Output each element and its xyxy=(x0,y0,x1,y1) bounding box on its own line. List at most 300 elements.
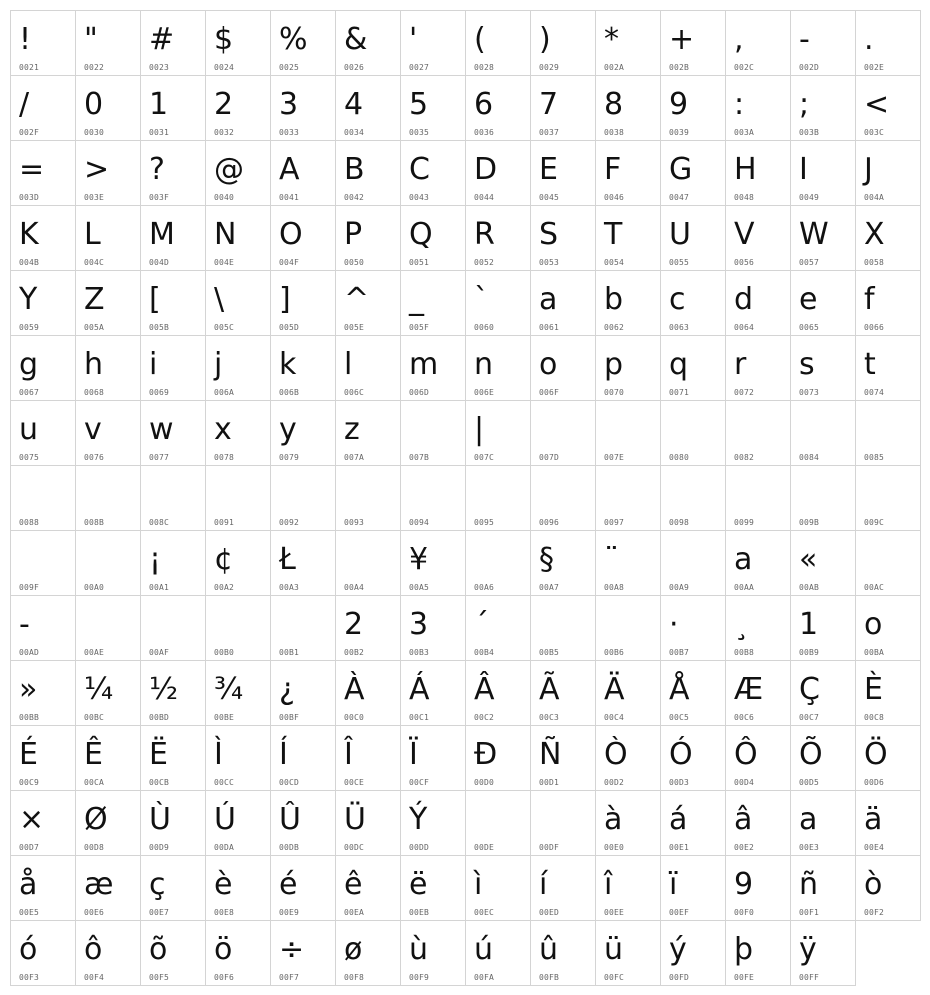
glyph-char: f xyxy=(864,282,875,317)
glyph-cell xyxy=(790,855,856,921)
glyph-cell xyxy=(335,75,401,141)
glyph-code-label: 0053 xyxy=(539,258,560,267)
glyph-code-label: 009B xyxy=(799,518,820,527)
glyph-cell xyxy=(725,10,791,76)
glyph-char: ¨ xyxy=(604,542,619,577)
glyph-cell xyxy=(660,660,726,726)
glyph-code-label: 003D xyxy=(19,193,40,202)
glyph-cell xyxy=(75,790,141,856)
glyph-char: â xyxy=(734,802,753,837)
glyph-char: ê xyxy=(344,867,363,902)
glyph-cell xyxy=(855,530,921,596)
glyph-code-label: 00B3 xyxy=(409,648,430,657)
glyph-char: @ xyxy=(214,152,244,187)
glyph-code-label: 00DA xyxy=(214,843,235,852)
glyph-char: ¼ xyxy=(84,672,114,707)
glyph-cell xyxy=(595,400,661,466)
glyph-cell xyxy=(140,725,206,791)
glyph-char: ú xyxy=(474,932,494,967)
glyph-char: î xyxy=(604,867,613,902)
glyph-char: j xyxy=(214,347,223,382)
glyph-cell xyxy=(400,855,466,921)
glyph-code-label: 00D7 xyxy=(19,843,40,852)
glyph-code-label: 00A5 xyxy=(409,583,430,592)
glyph-char: å xyxy=(19,867,38,902)
glyph-code-label: 004A xyxy=(864,193,885,202)
glyph-code-label: 004D xyxy=(149,258,170,267)
glyph-code-label: 0062 xyxy=(604,323,625,332)
glyph-code-label: 00AF xyxy=(149,648,170,657)
glyph-cell xyxy=(725,725,791,791)
glyph-cell xyxy=(465,595,531,661)
glyph-cell xyxy=(10,725,76,791)
glyph-cell xyxy=(790,10,856,76)
glyph-char: y xyxy=(279,412,297,447)
glyph-cell xyxy=(75,660,141,726)
glyph-char: C xyxy=(409,152,430,187)
glyph-cell xyxy=(140,660,206,726)
glyph-char: p xyxy=(604,347,624,382)
glyph-cell xyxy=(725,140,791,206)
glyph-cell xyxy=(530,10,596,76)
glyph-cell xyxy=(335,920,401,986)
glyph-char: i xyxy=(149,347,158,382)
glyph-char: à xyxy=(604,802,623,837)
glyph-cell xyxy=(270,140,336,206)
glyph-code-label: 009C xyxy=(864,518,885,527)
glyph-code-label: 0076 xyxy=(84,453,105,462)
glyph-cell xyxy=(400,595,466,661)
glyph-cell xyxy=(75,335,141,401)
glyph-cell xyxy=(725,335,791,401)
glyph-cell xyxy=(465,920,531,986)
glyph-cell xyxy=(465,335,531,401)
glyph-cell xyxy=(10,660,76,726)
glyph-code-label: 004F xyxy=(279,258,300,267)
glyph-char: = xyxy=(19,152,45,187)
glyph-cell xyxy=(205,790,271,856)
glyph-char: O xyxy=(279,217,303,252)
glyph-code-label: 0075 xyxy=(19,453,40,462)
glyph-cell xyxy=(660,530,726,596)
glyph-char: k xyxy=(279,347,297,382)
glyph-char: Ò xyxy=(604,737,628,772)
glyph-code-label: 0074 xyxy=(864,388,885,397)
glyph-char: A xyxy=(279,152,300,187)
glyph-cell xyxy=(790,400,856,466)
glyph-code-label: 00A1 xyxy=(149,583,170,592)
glyph-code-label: 00C0 xyxy=(344,713,365,722)
glyph-char: ÷ xyxy=(279,932,305,967)
glyph-char: # xyxy=(149,22,175,57)
glyph-code-label: 00BD xyxy=(149,713,170,722)
glyph-code-label: 00E2 xyxy=(734,843,755,852)
glyph-code-label: 0032 xyxy=(214,128,235,137)
glyph-cell xyxy=(140,595,206,661)
glyph-code-label: 0028 xyxy=(474,63,495,72)
glyph-code-label: 007E xyxy=(604,453,625,462)
glyph-cell xyxy=(75,595,141,661)
glyph-cell xyxy=(75,270,141,336)
glyph-cell xyxy=(205,595,271,661)
glyph-cell xyxy=(10,855,76,921)
glyph-code-label: 0095 xyxy=(474,518,495,527)
glyph-code-label: 0034 xyxy=(344,128,365,137)
glyph-cell xyxy=(790,725,856,791)
glyph-char: g xyxy=(19,347,39,382)
glyph-cell xyxy=(400,75,466,141)
glyph-char: > xyxy=(84,152,110,187)
glyph-char: Ù xyxy=(149,802,171,837)
glyph-cell xyxy=(855,855,921,921)
glyph-code-label: 00D6 xyxy=(864,778,885,787)
glyph-code-label: 0040 xyxy=(214,193,235,202)
glyph-code-label: 006A xyxy=(214,388,235,397)
glyph-cell xyxy=(205,270,271,336)
glyph-cell xyxy=(790,465,856,531)
glyph-char: ó xyxy=(19,932,38,967)
glyph-char: 1 xyxy=(799,607,819,642)
glyph-code-label: 0092 xyxy=(279,518,300,527)
glyph-code-label: 0060 xyxy=(474,323,495,332)
glyph-char: / xyxy=(19,87,30,122)
glyph-char: 9 xyxy=(734,867,754,902)
glyph-code-label: 00C1 xyxy=(409,713,430,722)
glyph-code-label: 0052 xyxy=(474,258,495,267)
glyph-code-label: 00ED xyxy=(539,908,560,917)
glyph-char: Ê xyxy=(84,737,103,772)
glyph-code-label: 007D xyxy=(539,453,560,462)
glyph-char: b xyxy=(604,282,624,317)
glyph-code-label: 005B xyxy=(149,323,170,332)
glyph-char: Â xyxy=(474,672,495,707)
glyph-char: $ xyxy=(214,22,234,57)
glyph-code-label: 00E4 xyxy=(864,843,885,852)
glyph-char: § xyxy=(539,542,554,577)
glyph-code-label: 0027 xyxy=(409,63,430,72)
glyph-code-label: 00DF xyxy=(539,843,560,852)
glyph-char: 9 xyxy=(669,87,689,122)
glyph-cell xyxy=(855,660,921,726)
glyph-code-label: 003C xyxy=(864,128,885,137)
glyph-code-label: 00F5 xyxy=(149,973,170,982)
glyph-code-label: 0098 xyxy=(669,518,690,527)
glyph-char: û xyxy=(539,932,559,967)
glyph-char: ? xyxy=(149,152,165,187)
glyph-code-label: 0078 xyxy=(214,453,235,462)
glyph-cell xyxy=(660,920,726,986)
glyph-cell xyxy=(660,855,726,921)
glyph-code-label: 003A xyxy=(734,128,755,137)
glyph-cell xyxy=(465,270,531,336)
glyph-code-label: 0069 xyxy=(149,388,170,397)
glyph-cell xyxy=(335,790,401,856)
glyph-char: ´ xyxy=(474,607,489,642)
glyph-code-label: 0033 xyxy=(279,128,300,137)
glyph-code-label: 00B5 xyxy=(539,648,560,657)
glyph-code-label: 0043 xyxy=(409,193,430,202)
glyph-cell xyxy=(400,530,466,596)
glyph-code-label: 00F2 xyxy=(864,908,885,917)
glyph-char: 0 xyxy=(84,87,104,122)
glyph-char: F xyxy=(604,152,622,187)
glyph-code-label: 00B8 xyxy=(734,648,755,657)
glyph-char: ø xyxy=(344,932,363,967)
glyph-code-label: 00AD xyxy=(19,648,40,657)
glyph-char: Z xyxy=(84,282,105,317)
glyph-cell xyxy=(75,725,141,791)
glyph-code-label: 00AA xyxy=(734,583,755,592)
glyph-code-label: 005D xyxy=(279,323,300,332)
glyph-code-label: 00A4 xyxy=(344,583,365,592)
glyph-code-label: 0091 xyxy=(214,518,235,527)
glyph-char: U xyxy=(669,217,691,252)
glyph-cell xyxy=(400,790,466,856)
glyph-code-label: 007B xyxy=(409,453,430,462)
glyph-code-label: 0096 xyxy=(539,518,560,527)
glyph-cell xyxy=(140,140,206,206)
glyph-code-label: 0059 xyxy=(19,323,40,332)
glyph-char: Ë xyxy=(149,737,168,772)
glyph-code-label: 00E1 xyxy=(669,843,690,852)
glyph-code-label: 00BC xyxy=(84,713,105,722)
glyph-cell xyxy=(595,270,661,336)
glyph-code-label: 00F9 xyxy=(409,973,430,982)
glyph-char: \ xyxy=(214,282,225,317)
glyph-cell xyxy=(530,205,596,271)
glyph-char: | xyxy=(474,412,485,447)
glyph-cell xyxy=(595,465,661,531)
glyph-char: ý xyxy=(669,932,687,967)
glyph-code-label: 0024 xyxy=(214,63,235,72)
glyph-cell xyxy=(595,790,661,856)
glyph-char: Å xyxy=(669,672,690,707)
glyph-cell xyxy=(790,335,856,401)
glyph-cell xyxy=(335,595,401,661)
glyph-cell xyxy=(790,920,856,986)
glyph-code-label: 0038 xyxy=(604,128,625,137)
glyph-char: G xyxy=(669,152,693,187)
glyph-code-label: 00EA xyxy=(344,908,365,917)
glyph-char: . xyxy=(864,22,874,57)
glyph-code-label: 00F6 xyxy=(214,973,235,982)
glyph-code-label: 003E xyxy=(84,193,105,202)
glyph-code-label: 006B xyxy=(279,388,300,397)
glyph-code-label: 006F xyxy=(539,388,560,397)
glyph-char: - xyxy=(799,22,810,57)
glyph-code-label: 0079 xyxy=(279,453,300,462)
glyph-cell xyxy=(75,530,141,596)
glyph-code-label: 00F4 xyxy=(84,973,105,982)
glyph-char: Ã xyxy=(539,672,560,707)
glyph-code-label: 00B7 xyxy=(669,648,690,657)
glyph-char: Î xyxy=(344,737,353,772)
glyph-cell xyxy=(530,75,596,141)
glyph-code-label: 00CE xyxy=(344,778,365,787)
glyph-cell xyxy=(335,10,401,76)
glyph-code-label: 00C8 xyxy=(864,713,885,722)
glyph-code-label: 00DC xyxy=(344,843,365,852)
glyph-cell xyxy=(530,270,596,336)
glyph-cell xyxy=(205,855,271,921)
glyph-cell xyxy=(400,400,466,466)
glyph-cell xyxy=(530,400,596,466)
glyph-char: ¾ xyxy=(214,672,244,707)
glyph-char: E xyxy=(539,152,558,187)
glyph-cell xyxy=(530,855,596,921)
glyph-char: Ý xyxy=(409,802,428,837)
glyph-code-label: 0088 xyxy=(19,518,40,527)
glyph-code-label: 0070 xyxy=(604,388,625,397)
glyph-code-label: 0041 xyxy=(279,193,300,202)
glyph-cell xyxy=(660,270,726,336)
glyph-cell xyxy=(205,920,271,986)
glyph-char: Q xyxy=(409,217,433,252)
glyph-code-label: 002F xyxy=(19,128,40,137)
glyph-cell xyxy=(855,335,921,401)
glyph-char: Ø xyxy=(84,802,108,837)
glyph-cell xyxy=(530,140,596,206)
glyph-cell xyxy=(140,75,206,141)
glyph-code-label: 0080 xyxy=(669,453,690,462)
glyph-code-label: 00FE xyxy=(734,973,755,982)
glyph-char: 2 xyxy=(214,87,234,122)
glyph-cell xyxy=(270,400,336,466)
glyph-code-label: 00A2 xyxy=(214,583,235,592)
glyph-cell xyxy=(790,530,856,596)
glyph-char: _ xyxy=(409,282,424,317)
glyph-cell xyxy=(660,205,726,271)
glyph-cell xyxy=(10,75,76,141)
glyph-code-label: 002C xyxy=(734,63,755,72)
glyph-char: ñ xyxy=(799,867,819,902)
glyph-code-label: 0085 xyxy=(864,453,885,462)
glyph-cell xyxy=(140,465,206,531)
glyph-char: É xyxy=(19,737,38,772)
glyph-cell xyxy=(725,75,791,141)
glyph-char: K xyxy=(19,217,39,252)
glyph-cell xyxy=(725,530,791,596)
glyph-cell xyxy=(530,465,596,531)
glyph-code-label: 005F xyxy=(409,323,430,332)
glyph-cell xyxy=(205,10,271,76)
glyph-char: a xyxy=(539,282,558,317)
glyph-cell xyxy=(530,335,596,401)
glyph-cell xyxy=(75,400,141,466)
glyph-code-label: 00DB xyxy=(279,843,300,852)
glyph-char: Û xyxy=(279,802,301,837)
glyph-code-label: 0097 xyxy=(604,518,625,527)
glyph-char: 6 xyxy=(474,87,494,122)
glyph-code-label: 0039 xyxy=(669,128,690,137)
glyph-code-label: 0061 xyxy=(539,323,560,332)
glyph-char: D xyxy=(474,152,498,187)
glyph-code-label: 00BF xyxy=(279,713,300,722)
glyph-code-label: 00B6 xyxy=(604,648,625,657)
glyph-code-label: 00CC xyxy=(214,778,235,787)
glyph-code-label: 00C3 xyxy=(539,713,560,722)
glyph-cell xyxy=(10,400,76,466)
glyph-char: [ xyxy=(149,282,161,317)
glyph-code-label: 0046 xyxy=(604,193,625,202)
glyph-cell xyxy=(10,790,76,856)
glyph-char: q xyxy=(669,347,689,382)
glyph-code-label: 00AC xyxy=(864,583,885,592)
glyph-cell xyxy=(855,790,921,856)
glyph-code-label: 006D xyxy=(409,388,430,397)
glyph-code-label: 002B xyxy=(669,63,690,72)
glyph-cell xyxy=(660,725,726,791)
glyph-cell xyxy=(660,10,726,76)
glyph-code-label: 0084 xyxy=(799,453,820,462)
glyph-char: W xyxy=(799,217,829,252)
glyph-char: a xyxy=(734,542,753,577)
glyph-code-label: 00CB xyxy=(149,778,170,787)
glyph-char: ÿ xyxy=(799,932,817,967)
glyph-code-label: 0058 xyxy=(864,258,885,267)
glyph-code-label: 00E3 xyxy=(799,843,820,852)
glyph-code-label: 00B0 xyxy=(214,648,235,657)
glyph-cell xyxy=(725,465,791,531)
glyph-cell xyxy=(595,595,661,661)
glyph-code-label: 0077 xyxy=(149,453,170,462)
glyph-code-label: 00EE xyxy=(604,908,625,917)
glyph-char: s xyxy=(799,347,815,382)
glyph-cell xyxy=(270,205,336,271)
glyph-code-label: 0072 xyxy=(734,388,755,397)
glyph-char: Ñ xyxy=(539,737,562,772)
glyph-cell xyxy=(595,660,661,726)
glyph-code-label: 00A6 xyxy=(474,583,495,592)
glyph-char: : xyxy=(734,87,745,122)
glyph-char: ) xyxy=(539,22,551,57)
glyph-char: ù xyxy=(409,932,429,967)
glyph-code-label: 00D8 xyxy=(84,843,105,852)
glyph-code-label: 0094 xyxy=(409,518,430,527)
glyph-code-label: 004B xyxy=(19,258,40,267)
glyph-code-label: 00A0 xyxy=(84,583,105,592)
glyph-char: h xyxy=(84,347,104,382)
glyph-char: Ç xyxy=(799,672,820,707)
glyph-code-label: 00F8 xyxy=(344,973,365,982)
glyph-cell xyxy=(10,530,76,596)
glyph-cell xyxy=(10,270,76,336)
glyph-code-label: 00DD xyxy=(409,843,430,852)
glyph-code-label: 008B xyxy=(84,518,105,527)
glyph-code-label: 0066 xyxy=(864,323,885,332)
glyph-cell xyxy=(790,270,856,336)
glyph-char: a xyxy=(799,802,818,837)
glyph-cell xyxy=(270,920,336,986)
glyph-cell xyxy=(140,335,206,401)
glyph-cell xyxy=(595,855,661,921)
glyph-cell xyxy=(855,595,921,661)
glyph-char: e xyxy=(799,282,818,317)
glyph-cell xyxy=(270,595,336,661)
glyph-code-label: 0067 xyxy=(19,388,40,397)
glyph-cell xyxy=(205,75,271,141)
glyph-code-label: 00C6 xyxy=(734,713,755,722)
glyph-code-label: 00E6 xyxy=(84,908,105,917)
glyph-code-label: 00B2 xyxy=(344,648,365,657)
glyph-code-label: 00EF xyxy=(669,908,690,917)
glyph-cell xyxy=(790,75,856,141)
glyph-cell xyxy=(270,10,336,76)
glyph-code-label: 00FA xyxy=(474,973,495,982)
glyph-cell xyxy=(10,595,76,661)
glyph-code-label: 00A8 xyxy=(604,583,625,592)
glyph-cell xyxy=(530,790,596,856)
